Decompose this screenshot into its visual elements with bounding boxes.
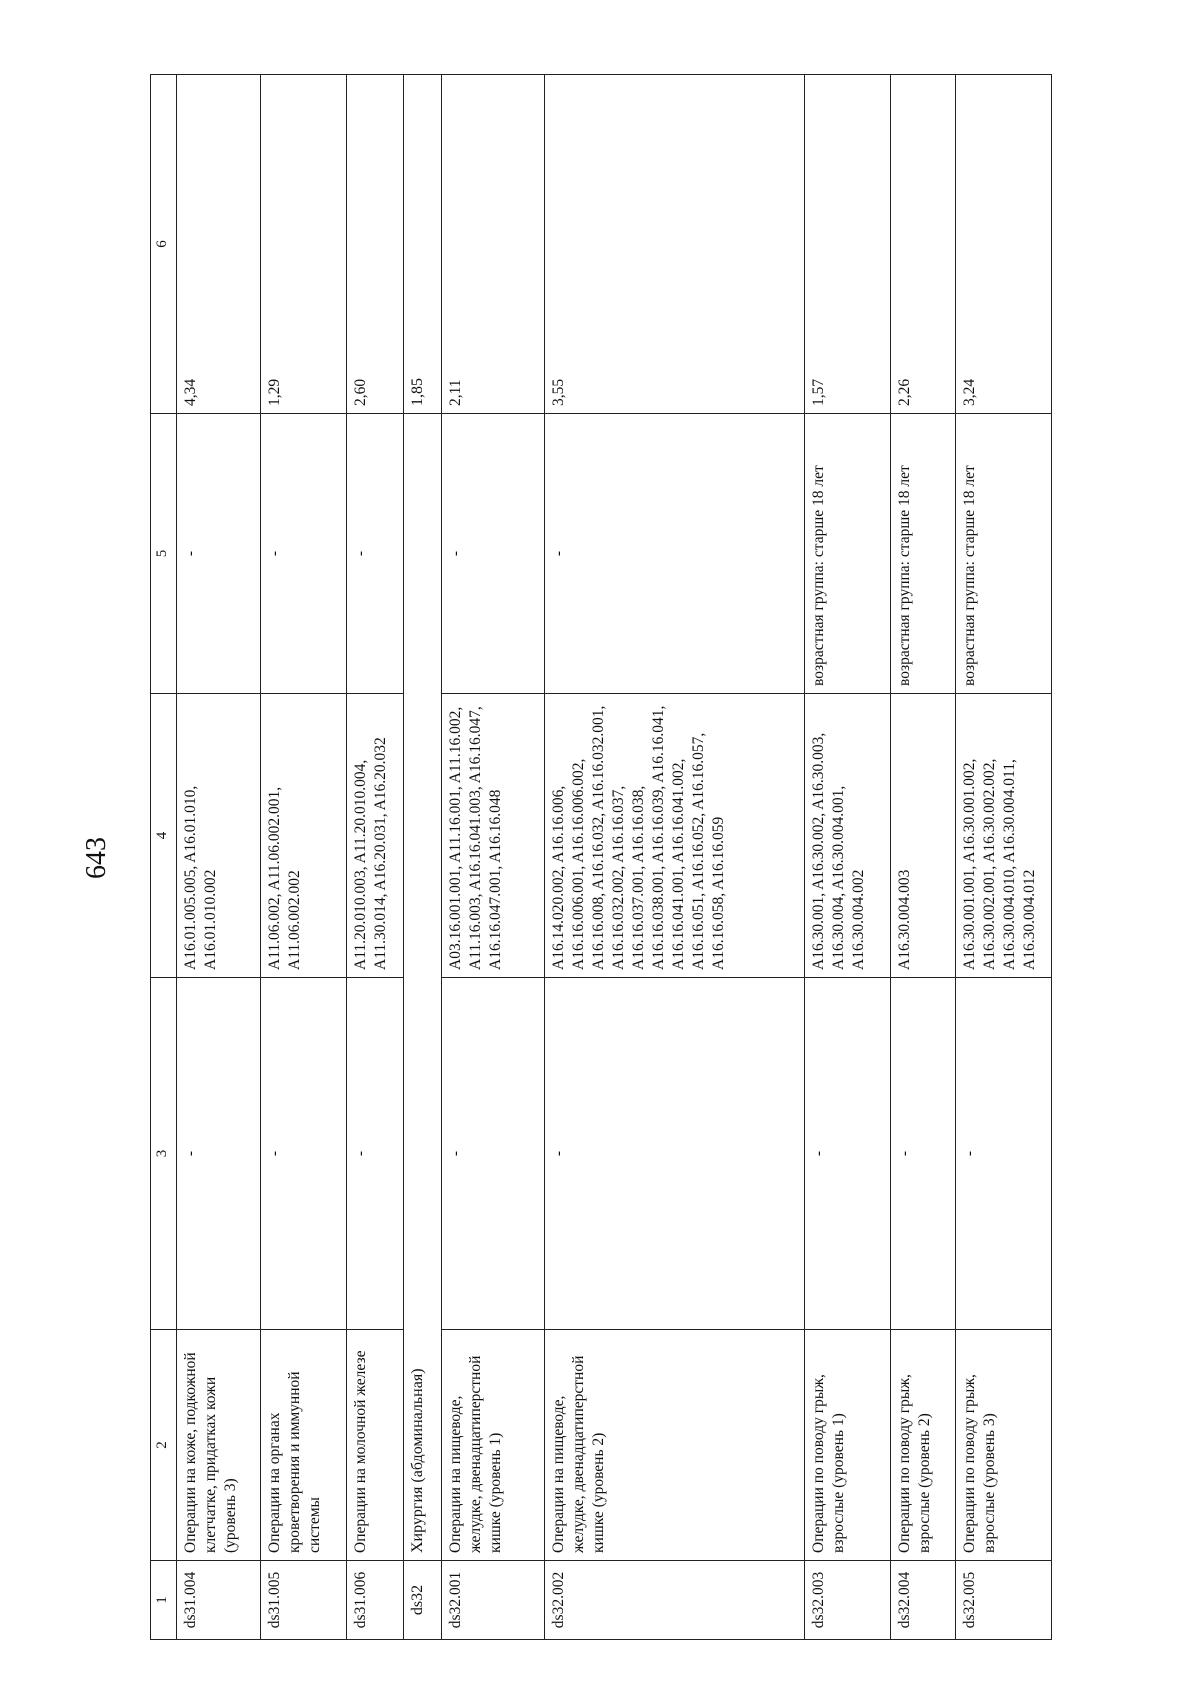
- row-name: Операции на пищеводе, желудке, двенадцатиперстной кишке (уровень 1): [442, 1330, 545, 1561]
- row-col5: -: [346, 414, 404, 694]
- table-row: [804, 75, 890, 1640]
- tariff-table-rotated: [150, 75, 1052, 1640]
- row-coefficient: 2,60: [346, 75, 404, 414]
- row-code: ds32.003: [804, 1561, 890, 1640]
- row-col3: -: [804, 978, 890, 1330]
- row-coefficient: 1,29: [261, 75, 346, 414]
- table-row: [442, 75, 545, 1640]
- row-service-codes: A16.01.005.005, A16.01.010, A16.01.010.002: [177, 694, 261, 978]
- row-col5: -: [177, 414, 261, 694]
- row-name: Операции по поводу грыж, взрослые (уровень 3): [956, 1330, 1052, 1561]
- column-header: 5: [151, 414, 177, 694]
- row-service-codes: A11.06.002, A11.06.002.001, A11.06.002.002: [261, 694, 346, 978]
- column-header: 3: [151, 978, 177, 1330]
- row-coefficient: 2,11: [442, 75, 545, 414]
- row-coefficient: 3,55: [545, 75, 805, 414]
- row-col3: -: [956, 978, 1052, 1330]
- section-name: Хирургия (абдоминальная): [404, 414, 442, 1561]
- row-coefficient: 2,26: [891, 75, 956, 414]
- row-coefficient: 4,34: [177, 75, 261, 414]
- row-code: ds32.002: [545, 1561, 805, 1640]
- section-coefficient: 1,85: [404, 75, 442, 414]
- row-service-codes: A03.16.001.001, A11.16.001, A11.16.002, A11.16.003, A16.16.041.003, A16.16.047, A16.16.047.001, A16.16.048: [442, 694, 545, 978]
- table-row: [177, 75, 261, 1640]
- section-row: [404, 75, 442, 1640]
- row-coefficient: 3,24: [956, 75, 1052, 414]
- row-col5: возрастная группа: старше 18 лет: [956, 414, 1052, 694]
- tariff-table: [150, 74, 1052, 1640]
- row-col5: возрастная группа: старше 18 лет: [804, 414, 890, 694]
- row-col5: -: [442, 414, 545, 694]
- row-code: ds32.005: [956, 1561, 1052, 1640]
- row-name: Операции по поводу грыж, взрослые (уровень 2): [891, 1330, 956, 1561]
- row-service-codes: A16.14.020.002, A16.16.006, A16.16.006.001, A16.16.006.002, A16.16.008, A16.16.032, A16.16.032.001, A16.16.032.002, A16.16.037, A16.16.037.001, A16.16.038, A16.16.038.001, A16.16.039, A16.16.041, A16.16.041.001, A16.16.041.002, A16.16.051, A16.16.052, A16.16.057, A16.16.058, A16.16.059: [545, 694, 805, 978]
- row-coefficient: 1,57: [804, 75, 890, 414]
- row-name: Операции на органах кроветворения и иммунной системы: [261, 1330, 346, 1561]
- row-col3: -: [891, 978, 956, 1330]
- column-header: 2: [151, 1330, 177, 1561]
- page-number: 643: [81, 837, 112, 879]
- row-col3: -: [261, 978, 346, 1330]
- table-row: [956, 75, 1052, 1640]
- table-row: [261, 75, 346, 1640]
- row-col3: -: [545, 978, 805, 1330]
- row-code: ds31.005: [261, 1561, 346, 1640]
- row-code: ds32.004: [891, 1561, 956, 1640]
- table-row: [545, 75, 805, 1640]
- column-number-row: [151, 75, 177, 1640]
- row-col3: -: [177, 978, 261, 1330]
- table-row: [346, 75, 404, 1640]
- row-service-codes: A11.20.010.003, A11.20.010.004, A11.30.014, A16.20.031, A16.20.032: [346, 694, 404, 978]
- row-name: Операции на коже, подкожной клетчатке, придатках кожи (уровень 3): [177, 1330, 261, 1561]
- column-header: 6: [151, 75, 177, 414]
- row-col5: -: [261, 414, 346, 694]
- row-service-codes: A16.30.001, A16.30.002, A16.30.003, A16.30.004, A16.30.004.001, A16.30.004.002: [804, 694, 890, 978]
- row-service-codes: A16.30.001.001, A16.30.001.002, A16.30.002.001, A16.30.002.002, A16.30.004.010, A16.30.004.011, A16.30.004.012: [956, 694, 1052, 978]
- section-code: ds32: [404, 1561, 442, 1640]
- table-row: [891, 75, 956, 1640]
- row-name: Операции по поводу грыж, взрослые (уровень 1): [804, 1330, 890, 1561]
- row-col3: -: [346, 978, 404, 1330]
- column-header: 1: [151, 1561, 177, 1640]
- row-col5: -: [545, 414, 805, 694]
- column-header: 4: [151, 694, 177, 978]
- row-code: ds32.001: [442, 1561, 545, 1640]
- row-name: Операции на пищеводе, желудке, двенадцатиперстной кишке (уровень 2): [545, 1330, 805, 1561]
- row-code: ds31.004: [177, 1561, 261, 1640]
- row-code: ds31.006: [346, 1561, 404, 1640]
- row-name: Операции на молочной железе: [346, 1330, 404, 1561]
- row-col3: -: [442, 978, 545, 1330]
- row-col5: возрастная группа: старше 18 лет: [891, 414, 956, 694]
- row-service-codes: A16.30.004.003: [891, 694, 956, 978]
